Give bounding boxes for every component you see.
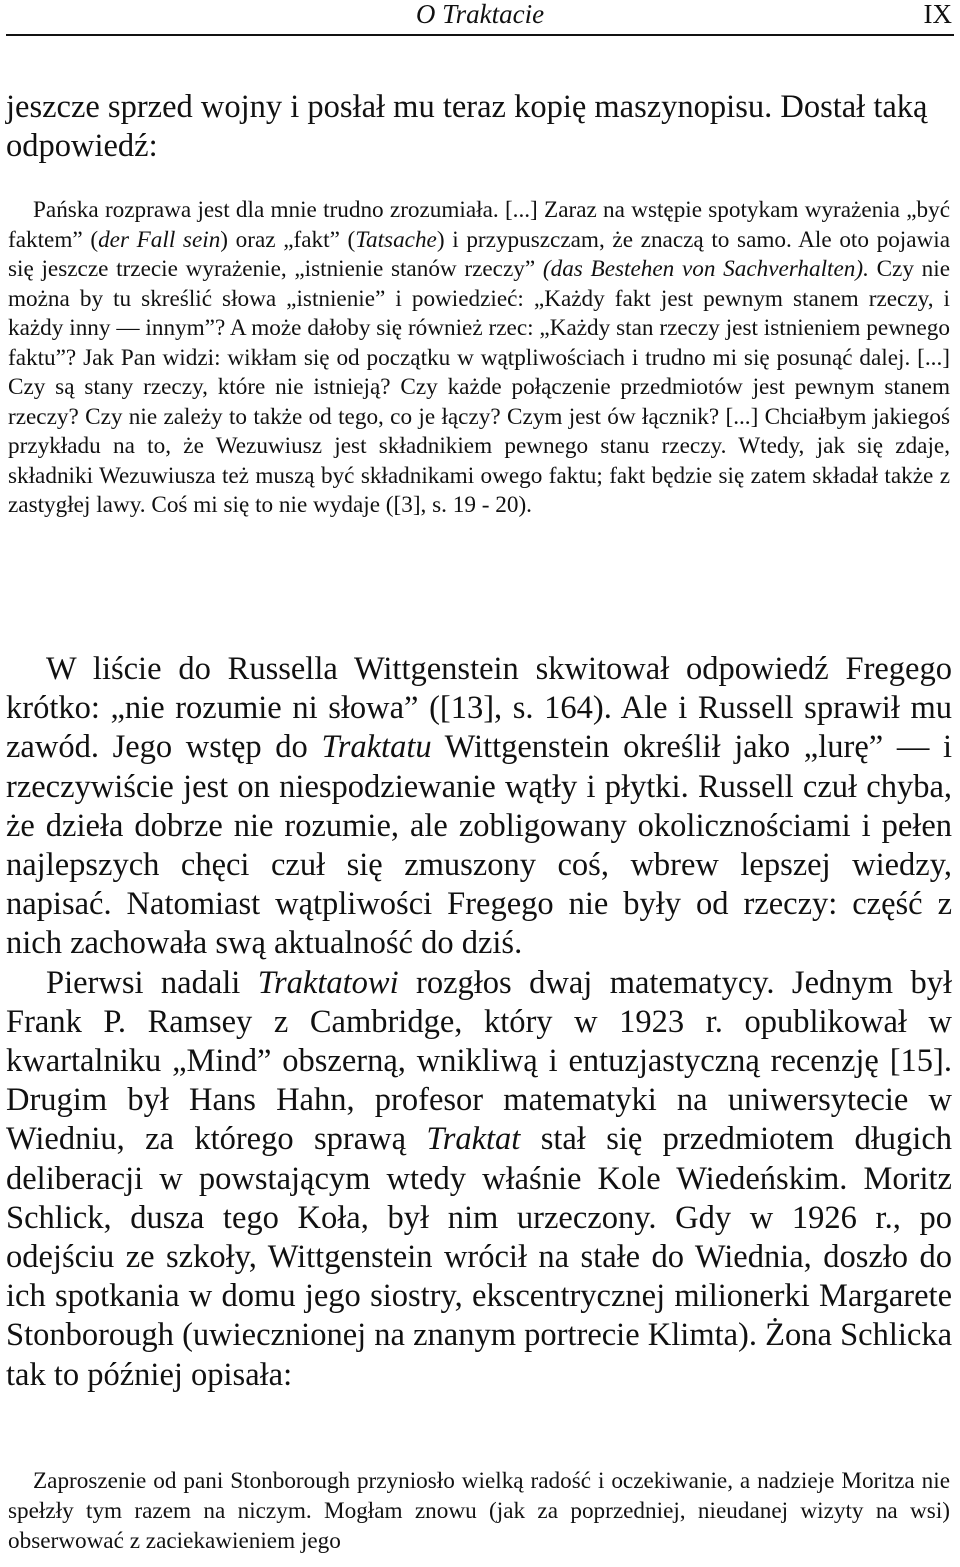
para2-italic-1: Traktatowi xyxy=(257,964,399,1001)
intro-paragraph: jeszcze sprzed wojny i posłał mu teraz kopię maszynopisu. Dostał taką odpowiedź: xyxy=(6,89,928,164)
quote-text-1: Pańska rozprawa jest dla mnie trudno zrozumiała. [...] Zaraz na wstępie spotykam wyrażenia „być faktem” ( xyxy=(8,197,950,253)
para2-text-3: stał się przedmiotem długich deliberacji w powstającym wtedy właśnie Kole Wiedeńskim. Moritz Schlick, dusza tego Koła, był nim urzeczony. Gdy w 1926 r., po odejściu ze szkoły, Wittgenstein wrócił na stałe do Wiednia, doszło do ich spotkania w domu jego siostry, ekscentrycznej milionerki Margarete Stonborough (uwiecznionej na znanym portrecie Klimta). Żona Schlicka tak to później opisała: xyxy=(6,1121,953,1393)
para2-text-1: Pierwsi nadali xyxy=(46,964,258,1001)
frege-letter-quote xyxy=(8,196,950,521)
quote-italic-1: der Fall sein xyxy=(98,226,221,253)
para1-text-2: Wittgenstein określił jako „lurę” — i rzeczywiście jest on niespodziewanie wątły i płytki. Russell czuł chyba, że dzieła dobrze nie rozumie, ale zobligowany okolicznościami i pełen najlepszych chęci czuł się zmuszony coś, wbrew lepszej wiedzy, napisać. Natomiast wątpliwości Fregego nie były od rzeczy: część z nich zachowała swą aktualność do dziś. xyxy=(6,729,953,962)
running-header xyxy=(6,0,954,36)
quote2-text: Zaproszenie od pani Stonborough przyniosło wielką radość i oczekiwanie, a nadzieje Moritza nie spełzły tym razem na niczym. Mogłam znowu (jak za poprzedniej, nieudanej wizyty na wsi) obserwować z zaciekawieniem jego xyxy=(8,1468,950,1554)
page-number: IX xyxy=(923,0,952,29)
quote-text-4: Czy nie można by tu skreślić słowa „istnienie” i powiedzieć: „Każdy fakt jest pewnym stanem rzeczy, i każdy inny — innym”? A może dałoby się również rzec: „Każdy stan rzeczy jest istnieniem pewnego faktu”? Jak Pan widzi: wikłam się od początku w wątpliwościach i trudno mi się posunąć dalej. [...] Czy są stany rzeczy, które nie istnieją? Czy każde połączenie przedmiotów jest pewnym stanem rzeczy? Czy nie zależy to także od tego, co je łączy? Czym jest ów łącznik? [...] Chciałbym jakiegoś przykładu na to, że Wezuwiusz jest składnikiem pewnego stanu rzeczy. Wtedy, jak się zdaje, składniki Wezuwiusza też muszą być składnikami owego faktu; fakt będzie się zatem składał także z zastygłej lawy. Coś mi się to nie wydaje ([3], s. 19 - 20). xyxy=(8,256,950,518)
quote-text-3: ) i przypuszczam, że znaczą to samo. Ale oto pojawia się jeszcze trzecie wyrażenie, „istnienie stanów rzeczy” xyxy=(8,226,951,282)
quote-italic-3: (das Bestehen von Sachverhalten). xyxy=(542,256,869,282)
quote-text-2: ) oraz „fakt” ( xyxy=(220,226,356,253)
body-paragraph-2 xyxy=(6,964,952,1395)
para1-italic-1: Traktatu xyxy=(321,729,432,766)
para2-italic-2: Traktat xyxy=(426,1121,521,1158)
para1-text-1: W liście do Russella Wittgenstein skwitował odpowiedź Fregego krótko: „nie rozumie ni słowa” ([13], s. 164). Ale i Russell sprawił mu zawód. Jego wstęp do xyxy=(6,651,952,766)
schlick-wife-quote xyxy=(8,1466,950,1556)
body-paragraph-1 xyxy=(6,650,952,964)
running-title: O Traktacie xyxy=(415,0,545,29)
main-text xyxy=(6,650,952,1395)
quote-italic-2: Tatsache xyxy=(355,226,437,253)
para2-text-2: rozgłos dwaj matematycy. Jednym był Frank P. Ramsey z Cambridge, który w 1923 r. opublikował w kwartalniku „Mind” obszerną, wnikliwą i entuzjastyczną recenzję [15]. Drugim był Hans Hahn, profesor matematyki na uniwersytecie w Wiedniu, za którego sprawą xyxy=(6,964,952,1158)
